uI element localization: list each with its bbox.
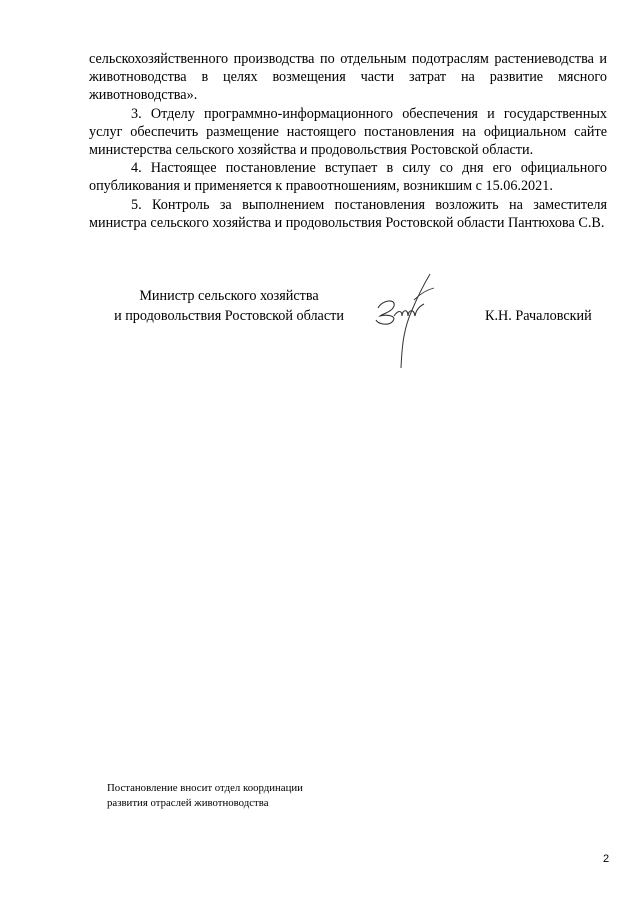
handwritten-signature	[368, 270, 446, 370]
paragraph-3: 3. Отделу программно-информационного обеспечения и государственных услуг обеспечить размещение настоящего постановления на официальном сайте министерства сельского хозяйства и продовольствия Ростовской области.	[89, 105, 607, 159]
signer-name: К.Н. Рачаловский	[485, 308, 592, 324]
signatory-title-line-1: Министр сельского хозяйства	[139, 288, 319, 304]
page-number: 2	[603, 853, 610, 865]
footnote-line-1: Постановление вносит отдел координации	[107, 782, 303, 794]
paragraph-continuation: сельскохозяйственного производства по отдельным подотраслям растениеводства и животноводства в целях возмещения части затрат на развитие мясного животноводства».	[89, 51, 607, 104]
footnote-line-2: развития отраслей животноводства	[107, 796, 269, 809]
paragraph-4: 4. Настоящее постановление вступает в силу со дня его официального опубликования и применяется к правоотношениям, возникшим с 15.06.2021.	[89, 160, 607, 195]
footnote	[107, 781, 303, 810]
signatory-title	[104, 286, 354, 326]
document-body	[89, 50, 607, 232]
signatory-title-line-2: и продовольствия Ростовской области	[114, 308, 344, 324]
paragraph-5: 5. Контроль за выполнением постановления возложить на заместителя министра сельского хозяйства и продовольствия Ростовской области Пантюхова С.В.	[89, 196, 607, 231]
